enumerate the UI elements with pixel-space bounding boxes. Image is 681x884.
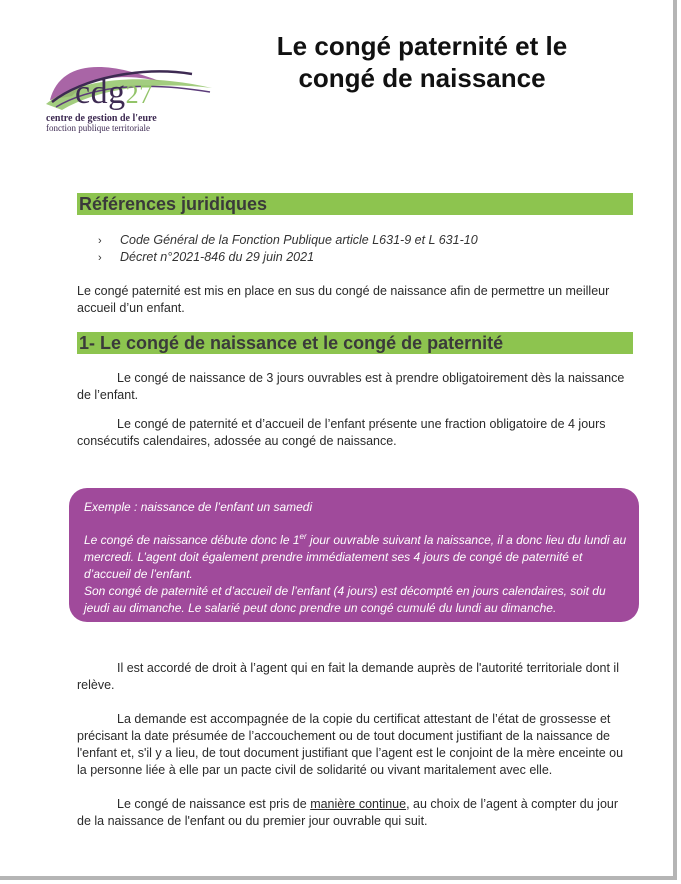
- chevron-right-icon: ›: [98, 235, 102, 247]
- section-heading-1: 1- Le congé de naissance et le congé de paternité: [77, 332, 633, 354]
- underlined-text: manière continue: [310, 797, 407, 811]
- paragraph-paternite: Le congé de paternité et d’accueil de l’enfant présente une fraction obligatoire de 4 jours consécutifs calendaires, adossée au congé de naissance.: [77, 417, 606, 448]
- paragraph-demande: La demande est accompagnée de la copie du certificat attestant de l’état de grossesse et précisant la date présumée de l’accouchement ou de tout document justifiant de la naissance de l'enfant et, s'il y a lieu, de tout document justifiant que l’agent est le conjoint de la mère enceinte ou la personne liée à elle par un pacte civil de solidarité ou vivant maritalement avec elle.: [77, 712, 624, 777]
- paragraph-naissance: Le congé de naissance de 3 jours ouvrables est à prendre obligatoirement dès la naissance de l’enfant.: [77, 371, 625, 402]
- logo-brand: cdg27: [75, 74, 153, 111]
- section-heading-references: Références juridiques: [77, 193, 633, 215]
- paragraph-continue: Le congé de naissance est pris de manière continue, au choix de l’agent à compter du jour de la naissance de l'enfant ou du premier jour ouvrable qui suit.: [77, 797, 619, 828]
- paragraph-droit: Il est accordé de droit à l’agent qui en fait la demande auprès de l'autorité territoriale dont il relève.: [77, 661, 619, 692]
- logo-subtagline: fonction publique territoriale: [46, 123, 150, 133]
- example-title: Exemple : naissance de l’enfant un samedi: [84, 500, 313, 514]
- chevron-right-icon: ›: [98, 252, 102, 264]
- list-item: › Décret n°2021-846 du 29 juin 2021: [98, 249, 478, 266]
- example-box: [69, 488, 639, 622]
- references-list: [98, 232, 478, 266]
- example-line2: Son congé de paternité et d’accueil de l’enfant (4 jours) est décompté en jours calendaires, soit du jeudi au dimanche. Le salarié peut donc prendre un congé cumulé du lundi au dimanche.: [84, 584, 606, 615]
- intro-paragraph: Le congé paternité est mis en place en sus du congé de naissance afin de permettre un meilleur accueil d’un enfant.: [77, 284, 610, 315]
- page-title: Le congé paternité et le congé de naissance: [276, 31, 568, 93]
- list-item: › Code Général de la Fonction Publique article L631-9 et L 631-10: [98, 232, 478, 249]
- example-line1: Le congé de naissance débute donc le 1er jour ouvrable suivant la naissance, il a donc lieu du lundi au mercredi. L’agent doit également prendre immédiatement ses 4 jours de congé de paternité et d’accueil de l’enfant.: [84, 532, 627, 581]
- logo-tagline: centre de gestion de l'eure: [46, 113, 157, 124]
